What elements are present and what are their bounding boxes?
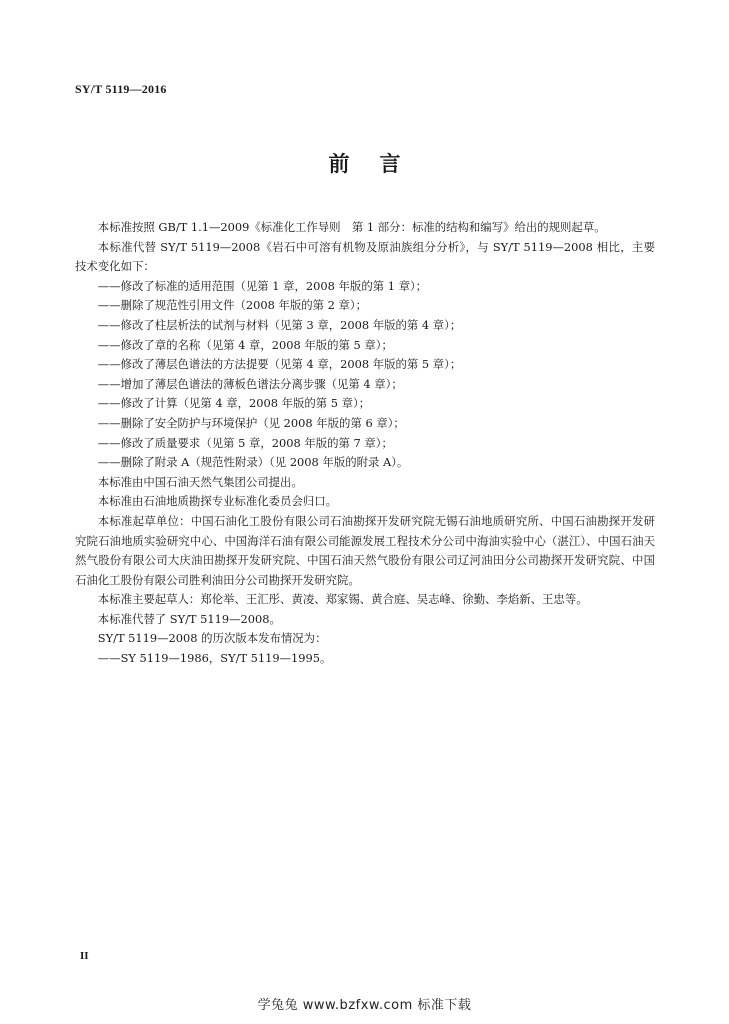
change-item: ——删除了附录 A（规范性附录）（见 2008 年版的附录 A）。 xyxy=(97,455,409,470)
paragraph-history-intro: SY/T 5119—2008 的历次版本发布情况为： xyxy=(97,631,327,646)
paragraph-drafters: 本标准主要起草人：郑伦举、王汇彤、黄凌、郑家锡、黄合庭、吴志峰、徐勤、李焰新、王忠等。 xyxy=(97,592,588,607)
watermark-text: 学兔兔 www.bzfxw.com 标准下载 xyxy=(257,998,472,1013)
paragraph-replaces: 本标准代替了 SY/T 5119—2008。 xyxy=(97,611,281,626)
change-item: ——修改了柱层析法的试剂与材料（见第 3 章，2008 年版的第 4 章）； xyxy=(97,317,462,332)
change-item: ——删除了安全防护与环境保护（见 2008 年版的第 6 章）； xyxy=(97,415,405,430)
paragraph-drafting-rules: 本标准按照 GB/T 1.1—2009《标准化工作导则 第 1 部分：标准的结构和编写》给出的规则起草。 xyxy=(97,220,606,234)
paragraph-drafting-units: 本标准起草单位：中国石油化工股份有限公司石油勘探开发研究院无锡石油地质研究所、中国石油勘探开发研究院石油地质实验研究中心、中国海洋石油有限公司能源发展工程技术分公司中海油实验中心（湛江）、中国石油天然气股份有限公司大庆油田勘探开发研究院、中国石油天然气股份有限公司辽河油田分公司勘探开发研究院、中国石油化工股份有限公司胜利油田分公司勘探开发研究院。 xyxy=(75,513,655,587)
history-item: ——SY 5119—1986，SY/T 5119—1995。 xyxy=(97,651,332,666)
change-item: ——修改了计算（见第 4 章，2008 年版的第 5 章）； xyxy=(97,396,371,411)
paragraph-replacement: 本标准代替 SY/T 5119—2008《岩石中可溶有机物及原油族组分分析》，与 SY/T 5119—2008 相比，主要技术变化如下： xyxy=(75,239,655,274)
document-body xyxy=(75,218,655,669)
page-number: II xyxy=(80,950,89,962)
change-item: ——修改了薄层色谱法的方法提要（见第 4 章，2008 年版的第 5 章）； xyxy=(97,357,462,372)
change-item: ——修改了质量要求（见第 5 章，2008 年版的第 7 章）； xyxy=(97,435,393,450)
change-item: ——删除了规范性引用文件（2008 年版的第 2 章）； xyxy=(97,298,368,313)
paragraph-committee: 本标准由石油地质勘探专业标准化委员会归口。 xyxy=(97,494,338,509)
change-item: ——修改了标准的适用范围（见第 1 章，2008 年版的第 1 章）； xyxy=(97,278,428,293)
change-item: ——增加了薄层色谱法的薄板色谱法分离步骤（见第 4 章）； xyxy=(97,376,403,391)
page-title: 前言 xyxy=(328,152,431,176)
standard-code-header: SY/T 5119—2016 xyxy=(75,82,167,96)
change-list xyxy=(75,277,655,473)
paragraph-proposer: 本标准由中国石油天然气集团公司提出。 xyxy=(97,474,303,489)
change-item: ——修改了章的名称（见第 4 章，2008 年版的第 5 章）； xyxy=(97,337,393,352)
